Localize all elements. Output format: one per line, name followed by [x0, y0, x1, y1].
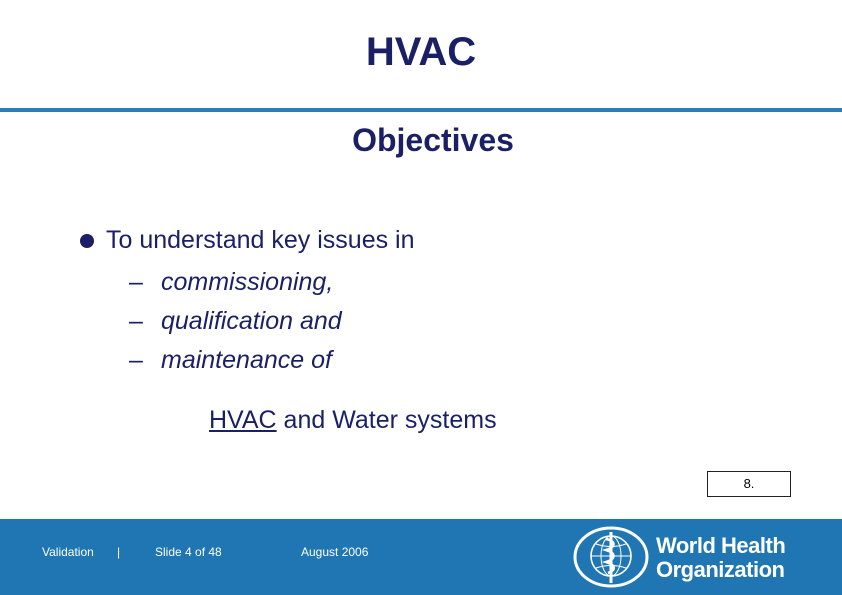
bullet-item — [80, 226, 415, 255]
footer-course: Validation — [42, 545, 94, 559]
dash-marker: – — [129, 346, 143, 374]
org-name — [656, 534, 785, 582]
hvac-link[interactable]: HVAC — [209, 406, 277, 434]
sub-item-text: maintenance of — [161, 346, 332, 374]
closing-line — [209, 406, 497, 435]
bullet-dot-icon — [80, 234, 94, 248]
footer-separator: | — [117, 545, 121, 559]
who-logo — [572, 523, 842, 591]
slide-title: HVAC — [365, 30, 477, 74]
who-emblem-icon — [572, 525, 650, 589]
sub-item-text: commissioning, — [161, 268, 334, 296]
sub-item-maintenance — [129, 346, 332, 375]
sub-item-qualification — [129, 307, 342, 336]
org-name-line2: Organization — [656, 557, 785, 582]
sub-item-commissioning — [129, 268, 333, 297]
dash-marker: – — [129, 268, 143, 296]
bullet-text: To understand key issues in — [106, 226, 415, 254]
closing-text: and Water systems — [276, 406, 497, 434]
footer-bar — [0, 519, 842, 595]
footer-slide-number: Slide 4 of 48 — [155, 545, 222, 559]
slide-subtitle: Objectives — [352, 122, 514, 158]
title-divider — [0, 108, 842, 112]
reference-box: 8. — [707, 471, 791, 497]
dash-marker: – — [129, 307, 143, 335]
org-name-line1: World Health — [656, 533, 786, 558]
footer-date: August 2006 — [301, 545, 369, 559]
sub-item-text: qualification and — [161, 307, 342, 335]
